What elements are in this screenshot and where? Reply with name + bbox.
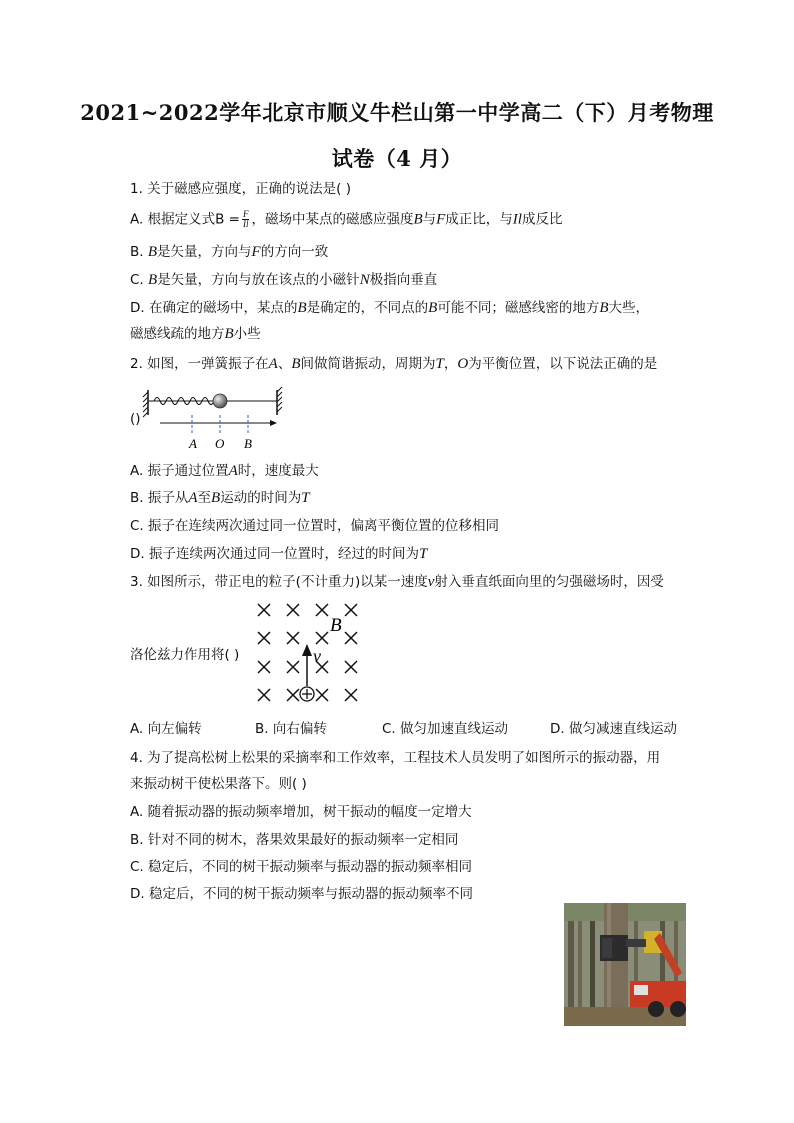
tree-shaker-photo bbox=[564, 903, 686, 1026]
q4-option-c: C. 稳定后，不同的树干振动频率与振动器的振动频率相同 bbox=[130, 859, 473, 875]
formula-fraction: $\frac{F}{Il}$ bbox=[242, 209, 249, 229]
q3-option-c: C. 做匀加速直线运动 bbox=[382, 721, 509, 737]
q2-answer-paren: () bbox=[130, 411, 141, 427]
q2-stem: 2. 如图，一弹簧振子在A、B间做简谐振动，周期为T，O为平衡位置，以下说法正确的是 bbox=[130, 356, 658, 372]
label-b: B bbox=[244, 436, 252, 451]
q3-stem: 3. 如图所示，带正电的粒子(不计重力)以某一速度v射入垂直纸面向里的匀强磁场时，因受 bbox=[130, 574, 664, 590]
label-a: A bbox=[189, 436, 197, 451]
q1-stem: 1. 关于磁感应强度，正确的说法是( ) bbox=[130, 181, 351, 197]
spring-oscillator-figure bbox=[140, 385, 285, 455]
velocity-arrowhead bbox=[302, 644, 312, 656]
exam-title-line1: 2021~2022学年北京市顺义牛栏山第一中学高二（下）月考物理 bbox=[80, 100, 714, 125]
q2-option-b: B. 振子从A至B运动的时间为T bbox=[130, 490, 310, 506]
q1-option-b: B. B是矢量，方向与F的方向一致 bbox=[130, 244, 329, 260]
q4-option-d: D. 稳定后，不同的树干振动频率与振动器的振动频率不同 bbox=[130, 886, 473, 902]
q3-option-d: D. 做匀减速直线运动 bbox=[550, 721, 677, 737]
label-o: O bbox=[215, 436, 225, 451]
q4-stem-line2: 来振动树干使松果落下。则( ) bbox=[130, 776, 307, 792]
q4-stem: 4. 为了提高松树上松果的采摘率和工作效率，工程技术人员发明了如图所示的振动器，用 bbox=[130, 750, 661, 766]
q3-stem-line2: 洛伦兹力作用将( ) bbox=[130, 647, 240, 663]
q2-option-c: C. 振子在连续两次通过同一位置时，偏离平衡位置的位移相同 bbox=[130, 518, 500, 534]
q1-option-d: D. 在确定的磁场中，某点的B是确定的，不同点的B可能不同；磁感线密的地方B大些， bbox=[130, 300, 649, 316]
q2-option-a: A. 振子通过位置A时，速度最大 bbox=[130, 463, 319, 479]
q1-option-a: A. 根据定义式B = $\frac{F}{Il}$ ，磁场中某点的磁感应强度B与F成正比，与Il成反比 bbox=[130, 209, 563, 229]
q4-option-a: A. 随着振动器的振动频率增加，树干振动的幅度一定增大 bbox=[130, 804, 472, 820]
exam-title-line2: 试卷（4 月） bbox=[331, 146, 463, 171]
q4-option-b: B. 针对不同的树木，落果效果最好的振动频率一定相同 bbox=[130, 832, 459, 848]
q3-option-b: B. 向右偏转 bbox=[255, 721, 327, 737]
q2-option-d: D. 振子连续两次通过同一位置时，经过的时间为T bbox=[130, 546, 428, 562]
velocity-label: v bbox=[313, 646, 321, 666]
q1-option-d-line2: 磁感线疏的地方B小些 bbox=[130, 326, 261, 342]
q3-option-a: A. 向左偏转 bbox=[130, 721, 202, 737]
field-label-b: B bbox=[330, 615, 342, 636]
q1-option-c: C. B是矢量，方向与放在该点的小磁针N极指向垂直 bbox=[130, 272, 438, 288]
magnetic-field-figure bbox=[252, 598, 367, 708]
axis-arrowhead bbox=[270, 420, 277, 426]
oscillator-ball bbox=[213, 394, 227, 408]
